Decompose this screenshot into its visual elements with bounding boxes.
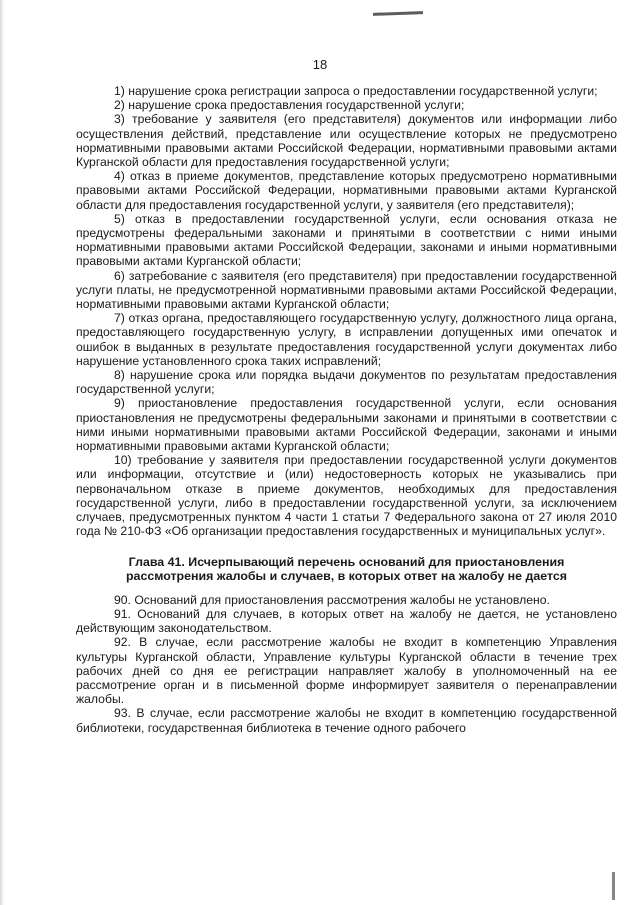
- document-body: [76, 84, 617, 735]
- list-item: 7) отказ органа, предоставляющего государственную услугу, должностного лица органа, предоставляющего государственную услугу, в исправлении допущенных ими опечаток и ошибок в выданных в результате предоставления государственной услуги документах либо нарушение установленного срока таких исправлений;: [76, 311, 617, 368]
- list-item: 8) нарушение срока или порядка выдачи документов по результатам предоставления государственной услуги;: [76, 368, 617, 397]
- list-item: 6) затребование с заявителя (его представителя) при предоставлении государственной услуги платы, не предусмотренной нормативными правовыми актами Российской Федерации, нормативными правовыми актами Курганской области;: [76, 268, 617, 312]
- list-item: 5) отказ в предоставлении государственной услуги, если основания отказа не предусмотрены федеральными законами и принятыми в соответствии с ними иными нормативными правовыми актами Российской Федерации, законами и иными нормативными правовыми актами Курганской области;: [76, 211, 617, 269]
- scan-mark-top: [373, 11, 423, 16]
- list-item: 4) отказ в приеме документов, представление которых предусмотрено нормативными правовыми актами Российской Федерации, нормативными правовыми актами Курганской области для предоставления государственной услуги, у заявителя (его представителя);: [76, 169, 617, 212]
- clause-paragraph: 92. В случае, если рассмотрение жалобы не входит в компетенцию Управления культуры Курганской области, Управление культуры Курганской области в течение трех рабочих дней со дня ее регистрации направляет жалобу в уполномоченный на ее рассмотрение орган и в письменной форме информирует заявителя о перенаправлении жалобы.: [76, 635, 617, 707]
- scan-mark-bottom: [612, 872, 615, 900]
- clause-paragraph: 91. Оснований для случаев, в которых ответ на жалобу не дается, не установлено действующим законодательством.: [76, 606, 617, 636]
- page-number: 18: [312, 57, 328, 72]
- list-item: 2) нарушение срока предоставления государственной услуги;: [114, 98, 465, 113]
- chapter-heading-line: рассмотрения жалобы и случаев, в которых ответ на жалобу не дается: [125, 569, 568, 584]
- chapter-heading-line: Глава 41. Исчерпывающий перечень оснований для приостановления: [128, 554, 565, 569]
- list-item: 10) требование у заявителя при предоставлении государственной услуги документов или информации, отсутствие и (или) недостоверность которых не указывались при первоначальном отказе в приеме документов, необходимых для предоставления государственной услуги, либо в предоставлении государственной услуги, за исключением случаев, предусмотренных пунктом 4 части 1 статьи 7 Федерального закона от 27 июля 2010 года № 210-ФЗ «Об организации предоставления государственных и муниципальных услуг».: [76, 453, 617, 539]
- scan-edge: [0, 0, 4, 905]
- list-item: 3) требование у заявителя (его представителя) документов или информации либо осуществления действий, представление или осуществление которых не предусмотрено нормативными правовыми актами Российской Федерации, нормативными правовыми актами Курганской области для предоставления государственной услуги;: [76, 112, 617, 170]
- list-item: 1) нарушение срока регистрации запроса о предоставлении государственной услуги;: [114, 84, 598, 98]
- clause-paragraph: 93. В случае, если рассмотрение жалобы не входит в компетенцию государственной библиотеки, государственная библиотека в течение одного рабочего: [76, 706, 617, 735]
- list-item: 9) приостановление предоставления государственной услуги, если основания приостановления не предусмотрены федеральными законами и принятыми в соответствии с ними иными нормативными правовыми актами Российской Федерации, законами и иными нормативными правовыми актами Курганской области;: [76, 396, 617, 454]
- clause-paragraph: 90. Оснований для приостановления рассмотрения жалобы не установлено.: [114, 592, 550, 607]
- chapter-heading: [76, 555, 617, 584]
